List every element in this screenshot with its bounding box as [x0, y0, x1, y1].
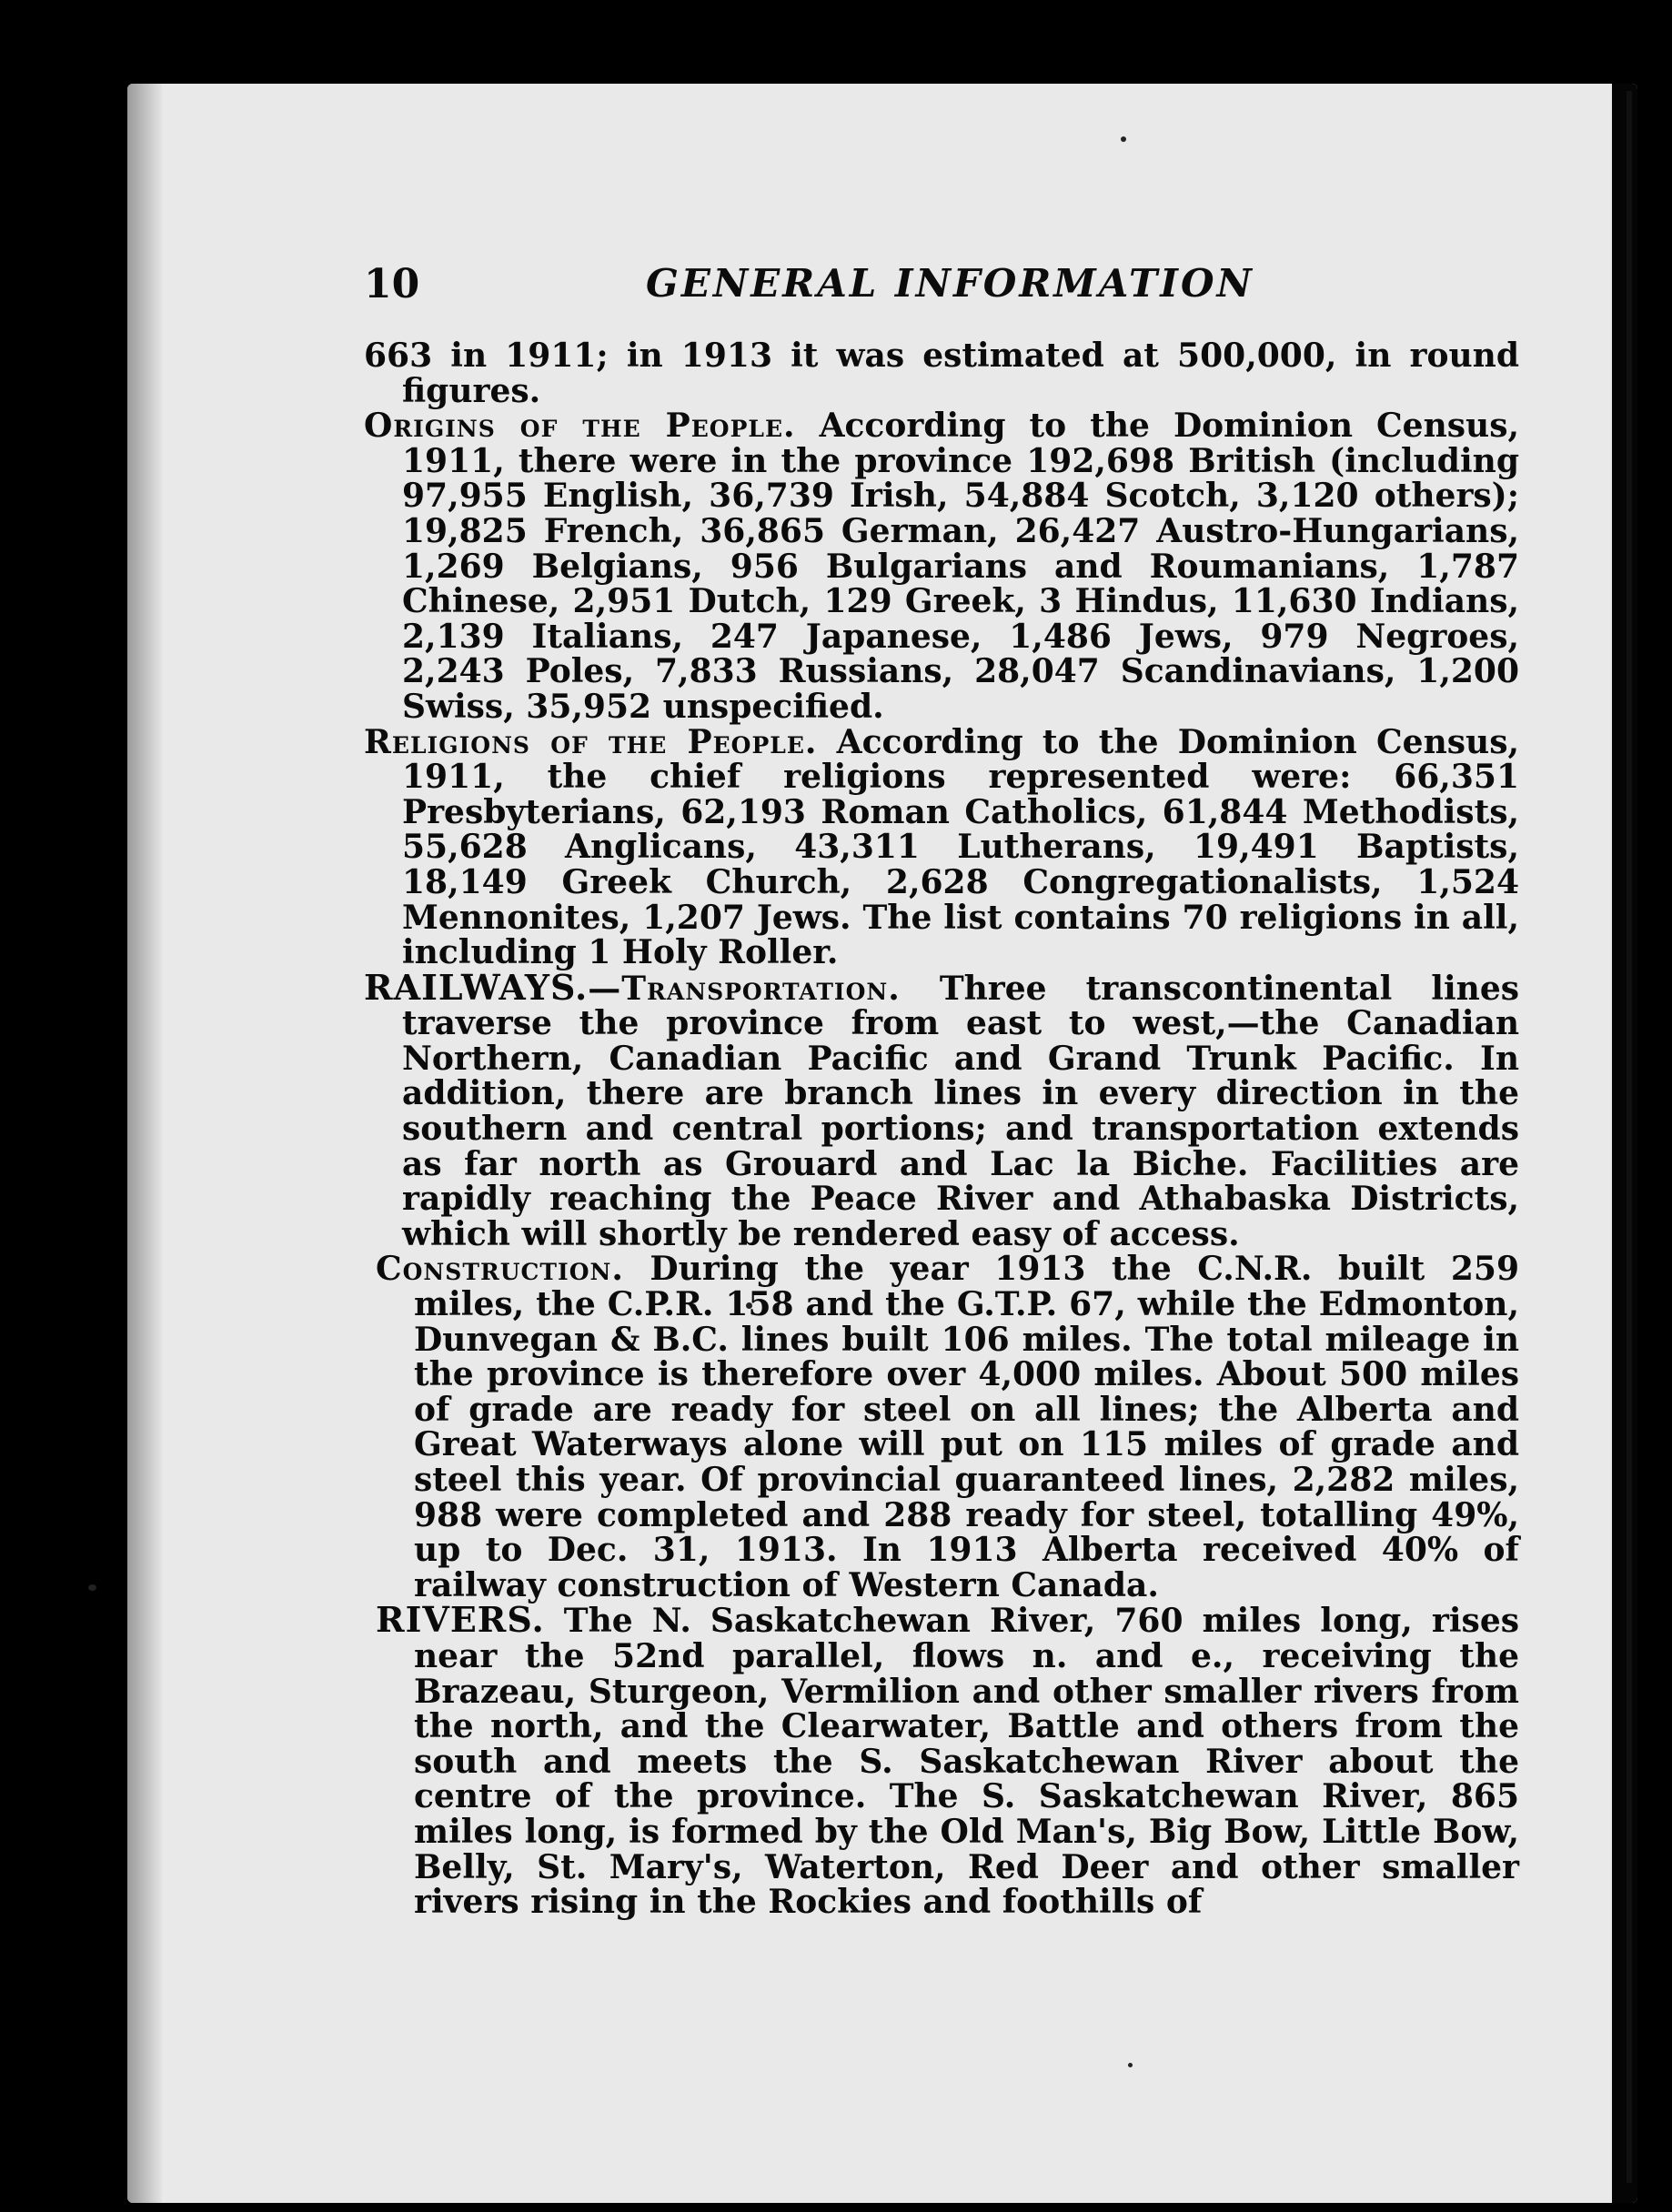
paragraph-text: 663 in 1911; in 1913 it was estimated at 500,000, in round figures.: [364, 337, 1519, 410]
section-heading: Religions of the People.: [364, 722, 818, 761]
section-heading: Origins of the People.: [364, 407, 796, 446]
running-head: GENERAL INFORMATION: [646, 261, 1254, 306]
body-text: [364, 338, 1519, 1920]
paragraph-rivers: [364, 1599, 1519, 1922]
paragraph-text: According to the Dominion Census, 1911, there were in the province 192,698 British (including 97,955 English, 36,739 Irish, 54,884 Scotch, 3,120 others); 19,825 French, 36,865 German, 26,427 Austro-Hungarians, 1,269 Belgians, 956 Bulgarians and Roumanians, 1,787 Chinese, 2,951 Dutch, 129 Greek, 3 Hindus, 11,630 Indians, 2,139 Italians, 247 Japanese, 1,486 Jews, 979 Negroes, 2,243 Poles, 7,833 Russians, 28,047 Scandinavians, 1,200 Swiss, 35,952 unspecified.: [402, 407, 1519, 726]
speck: [1121, 136, 1126, 142]
page-gutter-shadow: [127, 84, 162, 2203]
page-header: [364, 261, 1274, 316]
section-subheading: —Transportation.: [588, 969, 901, 1008]
paragraph-continuation: [364, 338, 1519, 408]
paragraph-text: During the year 1913 the C.N.R. built 259 miles, the C.P.R. 158 and the G.T.P. 67, while the Edmonton, Dunvegan & B.C. lines built 106 miles. The total mileage in the province is therefore over 4,000 miles. About 500 miles of grade are ready for steel on all lines; the Alberta and Great Waterways alone will put on 115 miles of grade and steel this year. Of provincial guaranteed lines, 2,282 miles, 988 were completed and 288 ready for steel, totalling 49%, up to Dec. 31, 1913. In 1913 Alberta received 40% of railway construction of Western Canada.: [414, 1250, 1519, 1604]
paragraph-construction: [364, 1252, 1519, 1603]
page-edge-line: [1627, 91, 1632, 2183]
main-heading: RIVERS.: [376, 1599, 545, 1641]
speck: [1128, 2063, 1133, 2067]
page-number: 10: [364, 261, 420, 307]
main-heading: RAILWAYS.: [364, 966, 589, 1008]
paragraph-text: Three transcontinental lines traverse the province from east to west,—the Canadian Northern, Canadian Pacific and Grand Trunk Pacific. In addition, there are branch lines in every direction in the southern and central portions; and transportation extends as far north as Grouard and Lac la Biche. Facilities are rapidly reaching the Peace River and Athabaska Districts, which will shortly be rendered easy of access.: [402, 969, 1519, 1253]
paragraph-text: The N. Saskatchewan River, 760 miles long, rises near the 52nd parallel, flows n. and e., receiving the Brazeau, Sturgeon, Vermilion and other smaller rivers from the north, and the Clearwater, Battle and others from the south and meets the S. Saskatchewan River about the centre of the province. The S. Saskatchewan River, 865 miles long, is formed by the Old Man's, Big Bow, Little Bow, Belly, St. Mary's, Waterton, Red Deer and other smaller rivers rising in the Rockies and foothills of: [414, 1602, 1519, 1922]
paragraph-origins: [364, 408, 1519, 724]
paragraph-religions: [364, 722, 1519, 972]
page-right-edge: [1612, 84, 1637, 2203]
paragraph-text: According to the Dominion Census, 1911, the chief religions represented were: 66,351 Presbyterians, 62,193 Roman Catholics, 61,844 Methodists, 55,628 Anglicans, 43,311 Lutherans, 19,491 Baptists, 18,149 Greek Church, 2,628 Congregationalists, 1,524 Mennonites, 1,207 Jews. The list contains 70 religions in all, including 1 Holy Roller.: [402, 722, 1519, 972]
section-heading: Construction.: [376, 1250, 624, 1289]
paragraph-railways: [364, 966, 1519, 1253]
speck: [88, 1584, 96, 1591]
